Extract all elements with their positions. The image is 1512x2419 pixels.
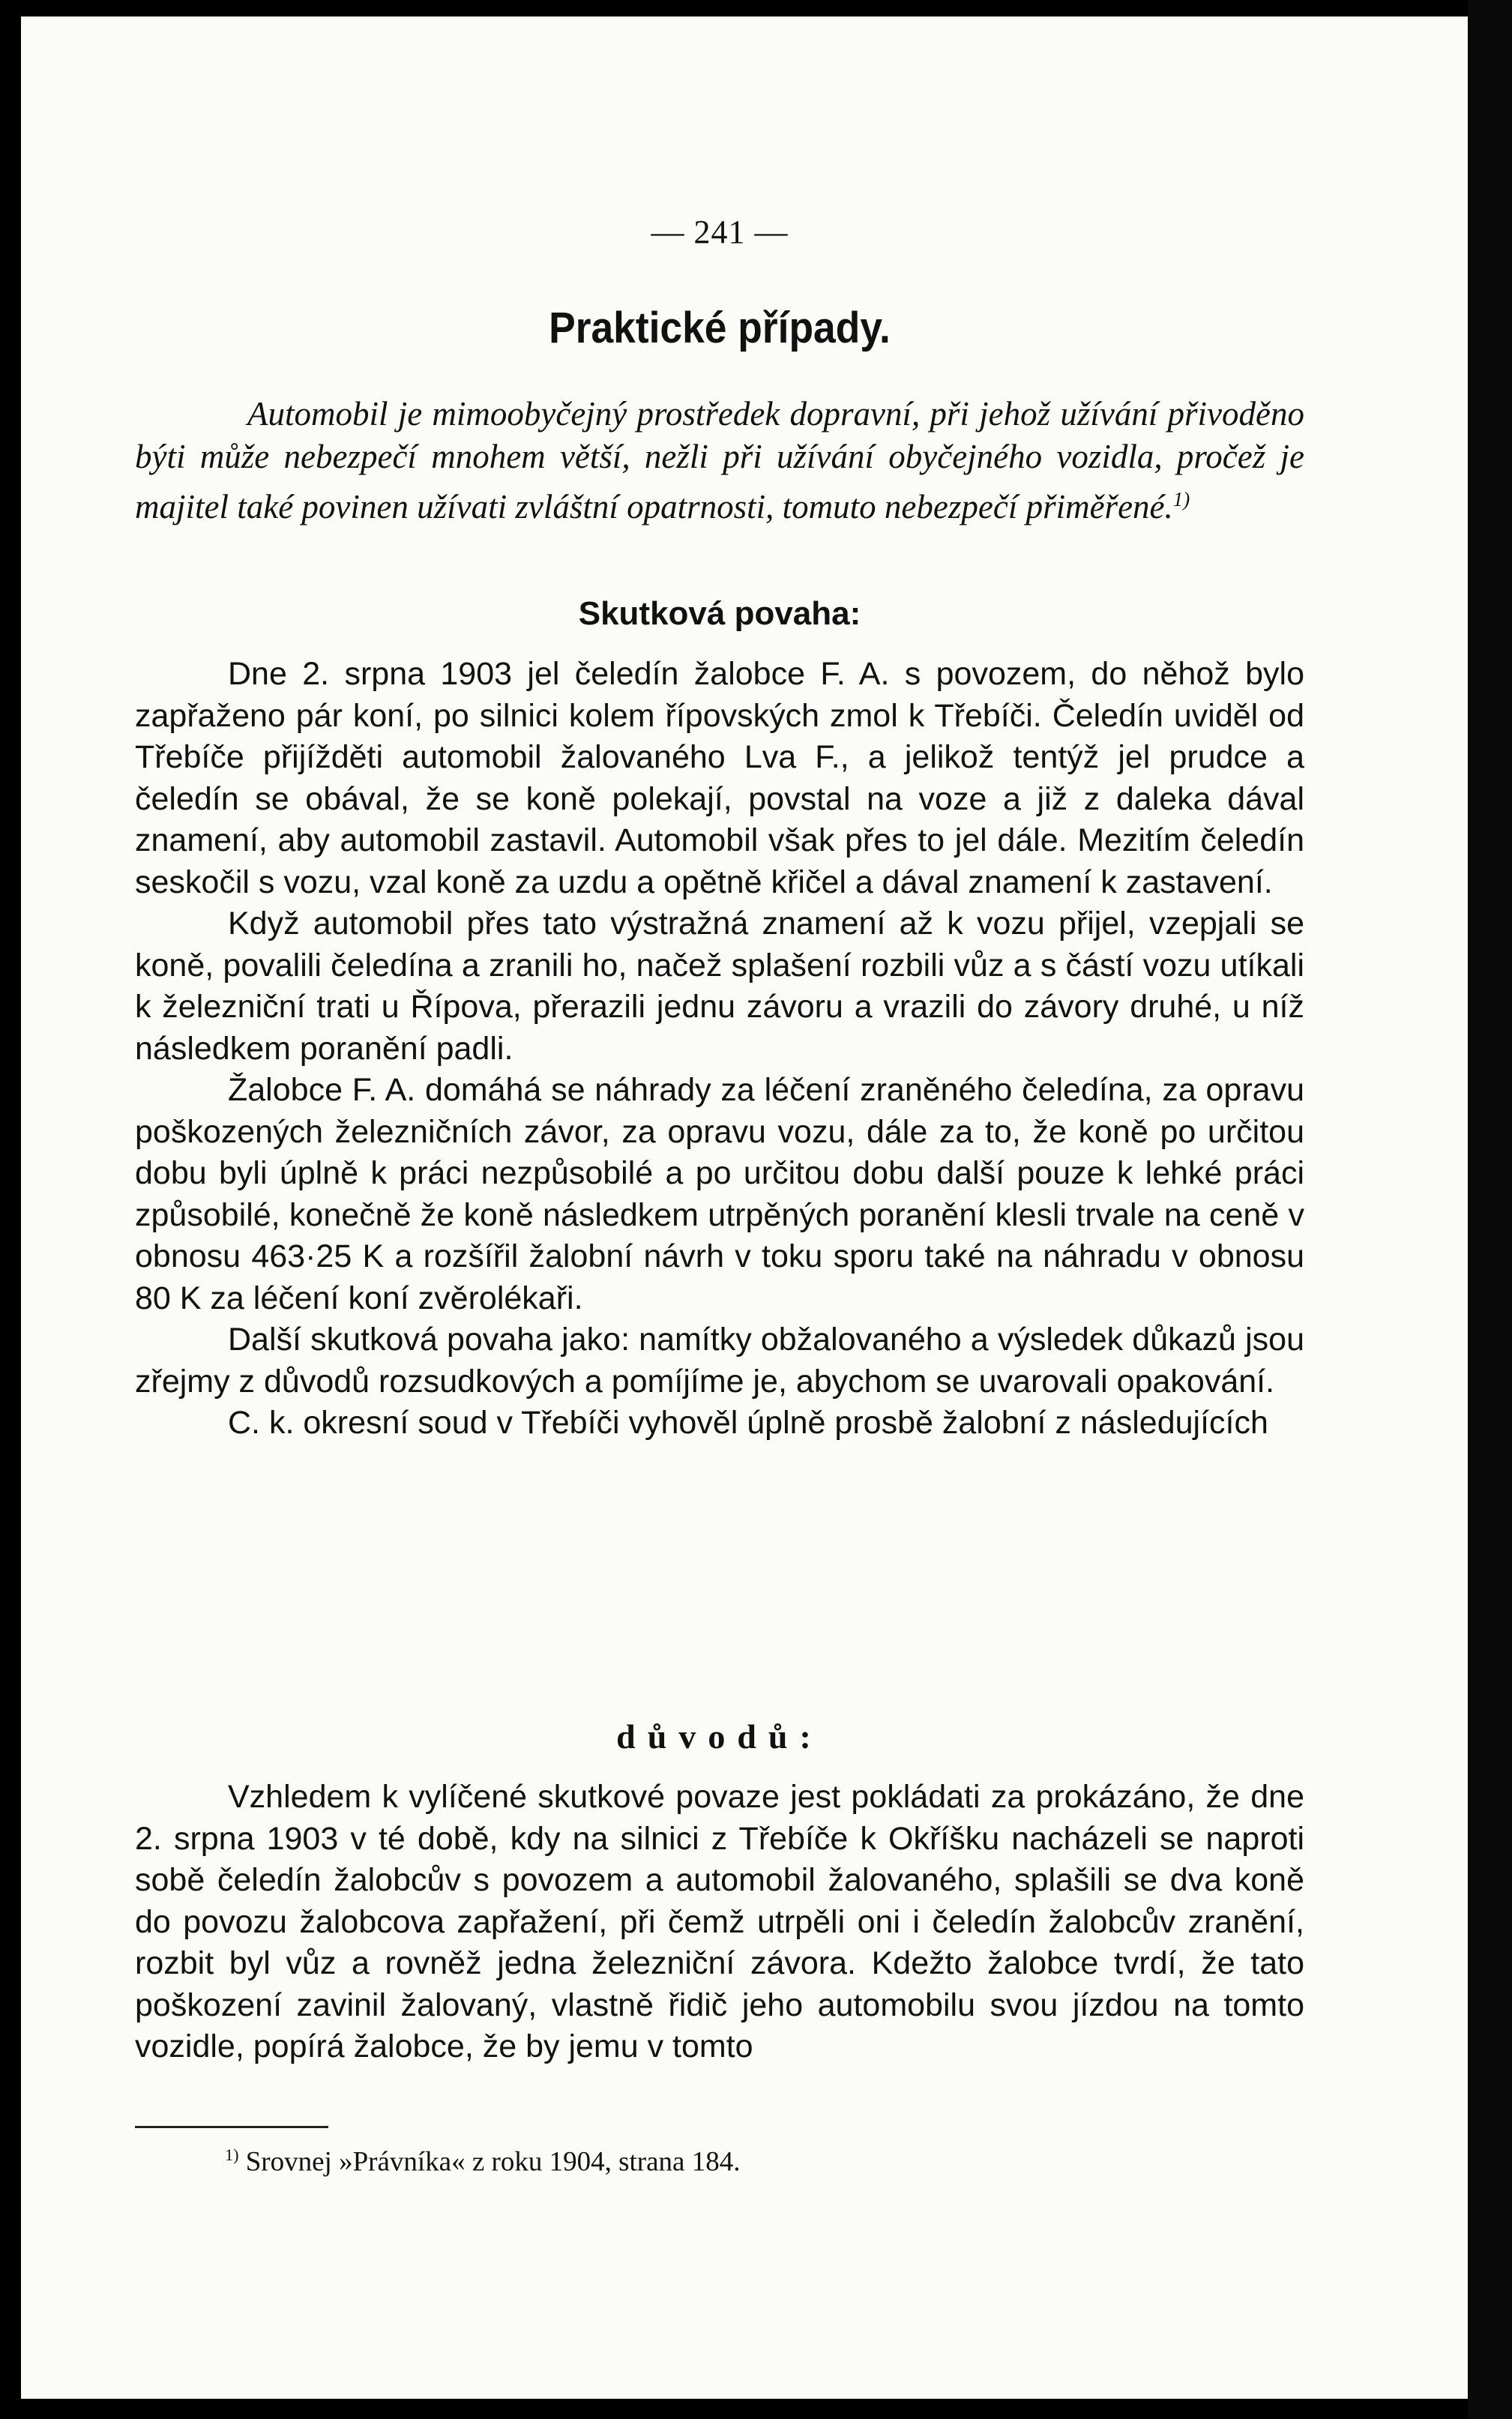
section-heading-reasons: důvodů: (616, 1717, 823, 1756)
footnote-text: Srovnej »Právníka« z roku 1904, strana 184. (245, 2146, 741, 2178)
intro-text: Automobil je mimoobyčejný prostředek dopravní, při jehož užívání přivoděno býti může nebezpečí mnohem větší, nežli při užívání obyčejného vozidla, pročež je majitel také povinen užívati zvláštní opatrnosti, tomuto nebezpečí přiměřené. (135, 395, 1304, 525)
paragraph: Vzhledem k vylíčené skutkové povaze jest pokládati za prokázáno, že dne 2. srpna 1903 v té době, kdy na silnici z Třebíče k Okříšku nacházeli se naproti sobě čeledín žalobcův s povozem a automobil žalovaného, splašili se dva koně do povozu žalobcova zapřažení, při čemž utrpěli oni i čeledín žalobcův zranění, rozbit byl vůz a rovněž jedna železniční závora. Kdežto žalobce tvrdí, že tato poškození zavinil žalovaný, vlastně řidič jeho automobilu svou jízdou na tomto vozidle, popírá žalobce, že by jemu v tomto (135, 1779, 1304, 2064)
paragraph: C. k. okresní soud v Třebíči vyhověl úplně prosbě žalobní z následujících (228, 1405, 1268, 1441)
page-title: Praktické případy. (549, 304, 891, 352)
scan-edge (1468, 0, 1512, 2419)
facts-body (135, 654, 1304, 1445)
document-page (21, 16, 1483, 2399)
page-number: — 241 — (651, 214, 789, 250)
section-heading-facts: Skutková povaha: (578, 595, 861, 632)
paragraph: Žalobce F. A. domáhá se náhrady za léčení zraněného čeledína, za opravu poškozených železničních závor, za opravu vozu, dále za to, že koně po určitou dobu byli úplně k práci nezpůsobilé a po určitou dobu další pouze k lehké práci způsobilé, konečně že koně následkem utrpěných poranění klesli trvale na ceně v obnosu 463·25 K a rozšířil žalobní návrh v toku sporu také na náhradu v obnosu 80 K za léčení koní zvěrolékaři. (135, 1072, 1304, 1316)
footnote-divider (135, 2126, 328, 2128)
footnote (225, 2145, 740, 2178)
paragraph: Když automobil přes tato výstražná znamení až k vozu přijel, vzepjali se koně, povalili čeledína a zranili ho, načež splašení rozbili vůz a s částí vozu utíkali k železniční trati u Řípova, přerazili jednu závoru a vrazili do závory druhé, u níž následkem poranění padli. (135, 906, 1304, 1067)
paragraph: Dne 2. srpna 1903 jel čeledín žalobce F. A. s povozem, do něhož bylo zapřaženo pár koní, po silnici kolem řípovských zmol k Třebíči. Čeledín uviděl od Třebíče přijížděti automobil žalovaného Lva F., a jelikož tentýž jel prudce a čeledín se obával, že se koně polekají, povstal na voze a již z daleka dával znamení, aby automobil zastavil. Automobil však přes to jel dále. Mezitím čeledín seskočil s vozu, vzal koně za uzdu a opětně křičel a dával znamení k zastavení. (135, 656, 1304, 900)
footnote-marker: 1) (225, 2145, 239, 2164)
paragraph: Další skutková povaha jako: namítky obžalovaného a výsledek důkazů jsou zřejmy z důvodů rozsudkových a pomíjíme je, abychom se uvarovali opakování. (135, 1322, 1304, 1400)
intro-paragraph (135, 393, 1304, 528)
reasons-body (135, 1777, 1304, 2068)
intro-footnote-ref: 1) (1172, 488, 1190, 510)
